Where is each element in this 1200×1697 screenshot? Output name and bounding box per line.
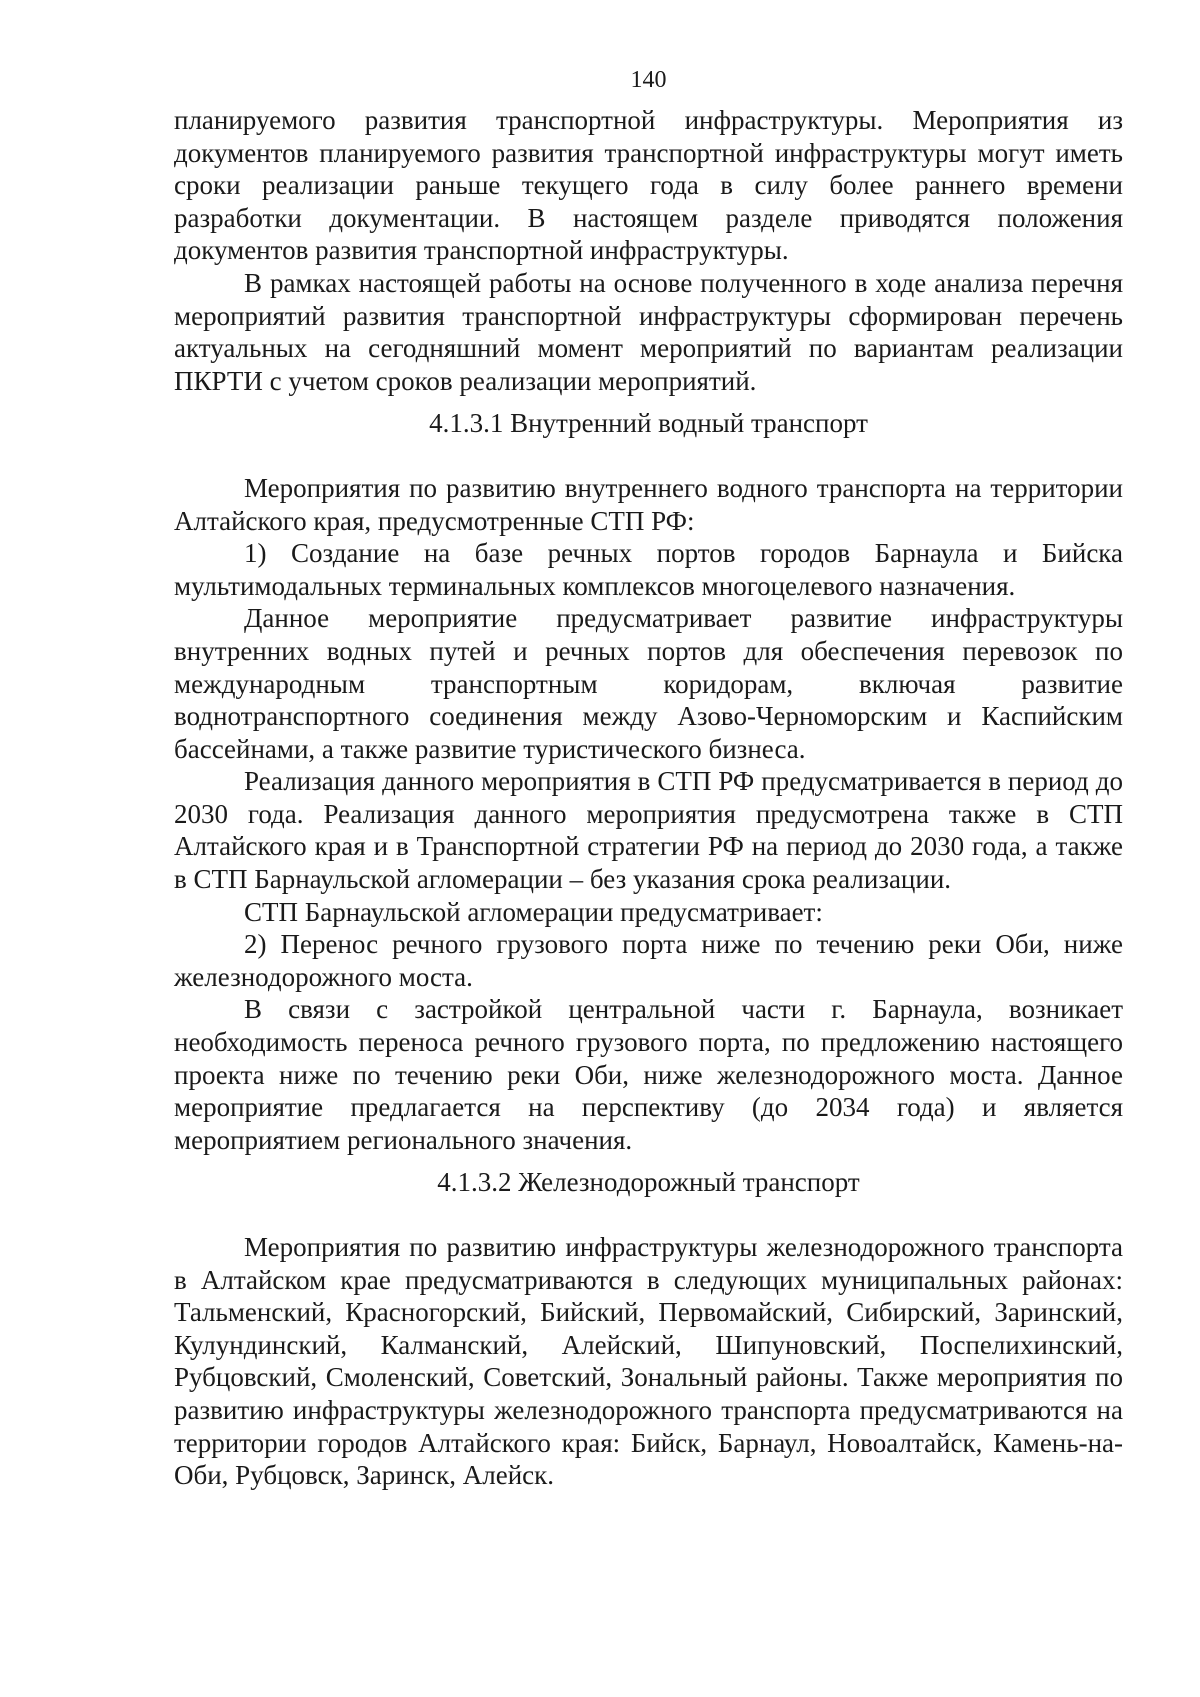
paragraph: Мероприятия по развитию внутреннего водного транспорта на территории Алтайского края, предусмотренные СТП РФ: [174, 472, 1123, 536]
section-heading-rail-transport: 4.1.3.2 Железнодорожный транспорт [437, 1167, 860, 1198]
document-body [174, 104, 1123, 1492]
paragraph: планируемого развития транспортной инфраструктуры. Мероприятия из документов планируемого развития транспортной инфраструктуры могут иметь сроки реализации раньше текущего года в силу более раннего времени разработки документации. В настоящем разделе приводятся положения документов развития транспортной инфраструктуры. [174, 105, 1123, 266]
paragraph: В рамках настоящей работы на основе полученного в ходе анализа перечня мероприятий развития транспортной инфраструктуры сформирован перечень актуальных на сегодняшний момент мероприятий по вариантам реализации ПКРТИ с учетом сроков реализации мероприятий. [174, 267, 1123, 396]
section-heading-water-transport: 4.1.3.1 Внутренний водный транспорт [429, 408, 868, 439]
page-number: 140 [630, 67, 667, 93]
paragraph: Данное мероприятие предусматривает развитие инфраструктуры внутренних водных путей и речных портов для обеспечения перевозок по международным транспортным коридорам, включая развитие воднотранспортного соединения между Азово-Черноморским и Каспийским бассейнами, а также развитие туристического бизнеса. [174, 603, 1123, 764]
paragraph: СТП Барнаульской агломерации предусматривает: [244, 896, 823, 927]
paragraph: В связи с застройкой центральной части г. Барнаула, возникает необходимость переноса речного грузового порта, по предложению настоящего проекта ниже по течению реки Оби, ниже железнодорожного моста. Данное мероприятие предлагается на перспективу (до 2034 года) и является мероприятием регионального значения. [174, 994, 1123, 1155]
list-item: 2) Перенос речного грузового порта ниже по течению реки Оби, ниже железнодорожного моста. [174, 929, 1123, 992]
paragraph: Реализация данного мероприятия в СТП РФ предусматривается в период до 2030 года. Реализация данного мероприятия предусмотрена также в СТП Алтайского края и в Транспортной стратегии РФ на период до 2030 года, а также в СТП Барнаульской агломерации – без указания срока реализации. [174, 766, 1123, 895]
list-item: 1) Создание на базе речных портов городов Барнаула и Бийска мультимодальных терминальных комплексов многоцелевого назначения. [174, 538, 1123, 601]
paragraph: Мероприятия по развитию инфраструктуры железнодорожного транспорта в Алтайском крае предусматриваются в следующих муниципальных районах: Тальменский, Красногорский, Бийский, Первомайский, Сибирский, Заринский, Кулундинский, Калманский, Алейский, Шипуновский, Поспелихинский, Рубцовский, Смоленский, Советский, Зональный районы. Также мероприятия по развитию инфраструктуры железнодорожного транспорта предусматриваются на территории городов Алтайского края: Бийск, Барнаул, Новоалтайск, Камень-на-Оби, Рубцовск, Заринск, Алейск. [174, 1232, 1123, 1491]
